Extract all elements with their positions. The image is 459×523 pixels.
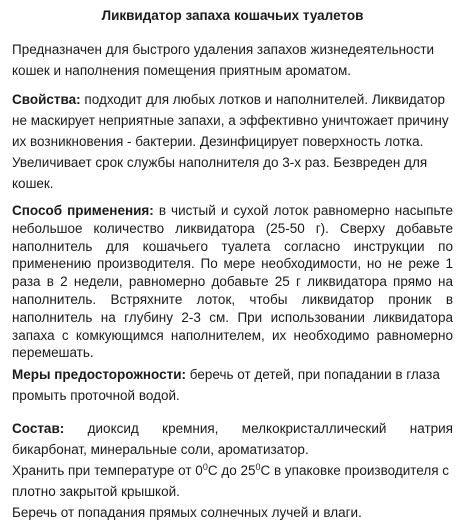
- intro-paragraph: Предназначен для быстрого удаления запахов жизнедеятельности кошек и наполнения помещения приятным ароматом.: [12, 42, 435, 78]
- document-title: Ликвидатор запаха кошачьих туалетов: [101, 8, 364, 23]
- usage-text: в чистый и сухой лоток равномерно насыпьте небольшое количество ликвидатора (25-50 г). Сверху добавьте наполнитель для кошачьего туалета согласно инструкции по применению производителя. По мере необходимости, но не реже 1 раза в 2 недели, равномерно добавьте 25 г ликвидатора прямо на наполнитель. Встряхните лоток, чтобы ликвидатор проник в наполнитель на глубину 2-3 см. При использовании ликвидатора запаха с комкующимся наполнителем, их необходимо равномерно перемешать.: [12, 203, 454, 361]
- caution-paragraph: [12, 364, 453, 406]
- properties-text: подходит для любых лотков и наполнителей. Ликвидатор не маскирует неприятные запахи, а эффективно уничтожает причину их возникновения - бактерии. Дезинфицирует поверхность лотка. Увеличивает срок службы наполнителя до 3-х раз. Безвреден для кошек.: [12, 92, 449, 191]
- storage-text-before: Хранить при температуре от 0: [12, 463, 203, 479]
- storage-text-after: С в упаковке производителя с плотно закрытой крышкой.: [12, 463, 450, 500]
- properties-paragraph: [12, 89, 453, 194]
- usage-label: Способ применения:: [12, 203, 154, 218]
- storage-degree-2: 0: [255, 462, 261, 473]
- sunlight-paragraph: Беречь от попадания прямых солнечных лучей и влаги.: [12, 505, 362, 521]
- usage-paragraph: [12, 202, 453, 362]
- caution-text: беречь от детей, при попадании в глаза промыть проточной водой.: [12, 367, 440, 404]
- properties-label: Свойства:: [12, 92, 81, 107]
- storage-paragraph: [12, 460, 453, 502]
- composition-paragraph: [12, 418, 453, 460]
- composition-text: диоксид кремния, мелкокристаллический натрия бикарбонат, минеральные соли, ароматизатор.: [12, 421, 453, 458]
- caution-label: Меры предосторожности:: [12, 367, 187, 383]
- storage-degree-1: 0: [202, 462, 208, 473]
- composition-label: Состав:: [12, 421, 65, 437]
- storage-text-middle: С до 25: [207, 463, 256, 479]
